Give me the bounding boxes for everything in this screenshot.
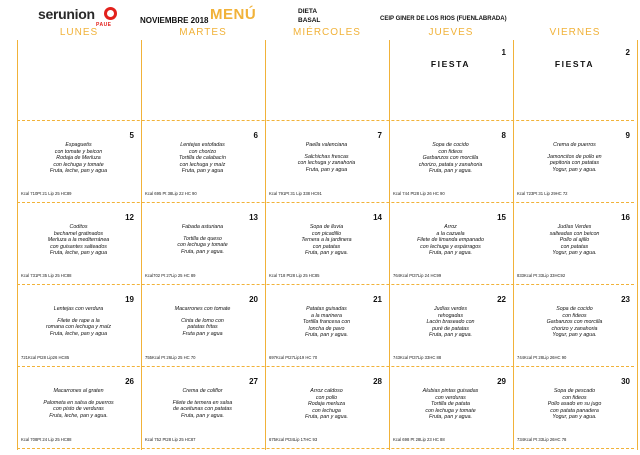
dish-list (145, 142, 260, 175)
nutrition-info: 755Kcal Pt 26Lip 25 HC 70 (145, 355, 196, 360)
dish-line: con lechuga y tomate (177, 242, 228, 249)
menu-day-cell (513, 286, 636, 368)
dish-list (145, 388, 260, 419)
day-header-1: MARTES (179, 27, 227, 38)
dish-line: Tortilla francesa con (302, 319, 351, 326)
dish-line: Garbanzos con morcilla (422, 155, 479, 162)
menu-calendar-grid (17, 40, 634, 450)
dish-list (517, 142, 632, 173)
nutrition-info: 697Kcal Pt27Lip19 HC 70 (269, 355, 318, 360)
day-number: 16 (621, 213, 630, 222)
dish-line: Fruta, leche, pan y agua (49, 330, 108, 337)
dish-list (145, 224, 260, 255)
dish-line: Fabada asturiana (181, 224, 224, 230)
dish-line: Judías Verdes (557, 224, 592, 230)
dish-line: Coditos (69, 224, 88, 230)
nutrition-info: 734Kcal Pt 33Lip 26HC 78 (517, 437, 567, 442)
dish-line: Fruta, pan y agua. (305, 414, 348, 421)
nutrition-info: 721Kcal Pt28 Lip26 HC85 (21, 355, 70, 360)
nutrition-info: Kcal 695 Pt 38Lip 22 HC 90 (145, 191, 197, 196)
dish-line: romana con lechuga y maíz (45, 324, 112, 331)
dish-line: con lechuga y tomate (425, 407, 476, 414)
dish-list (517, 224, 632, 257)
day-number: 28 (373, 377, 382, 386)
day-number: 29 (497, 377, 506, 386)
day-number: 7 (377, 131, 382, 140)
dish-line: patatas fritas (187, 324, 218, 331)
dish-line: con lechuga (312, 407, 341, 414)
day-number: 6 (253, 131, 258, 140)
nutrition-info: 675Kcal Pt34Lip 17HC 93 (269, 437, 318, 442)
dish-line: Yogur, pan y agua. (552, 166, 597, 173)
nutrition-info: 743Kcal Pt37Lip 33HC 88 (393, 355, 442, 360)
dish-line: Lentejas con verdura (53, 306, 104, 312)
dish-line: Fruta, pan y agua. (429, 414, 472, 421)
day-number: 15 (497, 213, 506, 222)
dish-line: Fruta, pan y agua. (429, 332, 472, 339)
menu-day-cell (513, 204, 636, 286)
dish-list (269, 142, 384, 173)
brand-logo-icon (104, 7, 117, 20)
day-number: 8 (501, 131, 506, 140)
dish-line: Sopa de lluvia (309, 224, 344, 230)
day-number: 2 (625, 48, 630, 57)
dish-line: Yogur, pan y agua. (552, 250, 597, 257)
dish-list (21, 142, 136, 175)
day-number: 14 (373, 213, 382, 222)
dish-line: Fruta, pan y agua. (305, 332, 348, 339)
dish-list (21, 388, 136, 419)
menu-day-cell (265, 122, 388, 204)
dish-line: Sopa de cocido (556, 306, 593, 312)
menu-day-cell (141, 368, 264, 450)
nutrition-info: Kcal702 Pt 27Lip 25 HC 89 (145, 273, 196, 278)
dish-list (393, 388, 508, 421)
dish-line: rehogadas (437, 312, 464, 319)
dish-line: Crema de puerros (553, 142, 596, 148)
dish-line: Rodaja merluza (307, 401, 346, 408)
dish-line: pepitoria con patatas (549, 160, 600, 167)
menu-day-cell (265, 286, 388, 368)
dish-line: Alubias pintas guisadas (422, 388, 479, 394)
day-number: 20 (249, 295, 258, 304)
nutrition-info: 744Kcal Pt 28Lip 26HC 90 (517, 355, 567, 360)
nutrition-info: Kcal 791Pt 31 Lip 338 HC91 (269, 191, 322, 196)
nutrition-info: Kcal 698 Pt 28Lip 23 HC 88 (393, 437, 445, 442)
dish-line: con pollo (315, 394, 338, 401)
dish-list (269, 224, 384, 257)
holiday-label: FIESTA (430, 59, 471, 69)
menu-day-cell (513, 40, 636, 122)
day-number: 22 (497, 295, 506, 304)
dish-line: a la cazuela (436, 230, 465, 237)
dish-line: Fruta, pan y agua. (429, 168, 472, 175)
dish-line: Fruta, pan y agua (305, 166, 348, 173)
dish-list (269, 388, 384, 421)
day-number: 21 (373, 295, 382, 304)
dish-list (21, 224, 136, 257)
dish-line: de aceitunas con patatas (173, 406, 232, 413)
nutrition-info: Kcal 744 Pt28 Lip 26 HC 90 (393, 191, 445, 196)
dish-line: con verduras (435, 394, 466, 401)
dish-line: Filete de limanda empanado (417, 237, 484, 244)
dish-line: Filete de ternera en salsa (172, 399, 233, 406)
day-header-0: LUNES (59, 27, 99, 38)
menu-day-cell (17, 40, 140, 122)
dish-line: Fruta, leche, pan y agua (49, 168, 108, 175)
dish-line: Ternera a la jardinera (301, 237, 352, 244)
menu-day-cell (17, 286, 140, 368)
dish-line: con patatas (560, 243, 589, 250)
menu-day-cell (141, 204, 264, 286)
dish-line: Judías verdes (434, 306, 467, 312)
dish-line: con lechuga y espárragos (420, 243, 481, 250)
menu-day-cell (141, 286, 264, 368)
dish-line: Patatas guisadas (306, 306, 347, 312)
dish-line: Fruta, pan y agua. (429, 250, 472, 257)
day-number: 13 (249, 213, 258, 222)
dish-line: puré de patatas (432, 325, 469, 332)
dish-list (393, 306, 508, 339)
dish-line: con picadillo (311, 230, 342, 237)
day-header-4: VIERNES (549, 27, 601, 38)
dish-line: con patata panadera (550, 407, 599, 414)
dish-line: Lacón braseado con (426, 319, 475, 326)
dish-line: Tortilla de patata (431, 401, 470, 408)
nutrition-info: Kcal 731Pt 35 Lip 25 HC88 (21, 273, 72, 278)
menu-day-cell (141, 40, 264, 122)
nutrition-info: Kcal 718 Pt28 Lip 25 HC85 (269, 273, 320, 278)
dish-line: Filete de rape a la (57, 317, 100, 324)
dish-list (269, 306, 384, 339)
menu-day-cell (17, 368, 140, 450)
dish-line: Crema de coliflor (182, 388, 223, 394)
dish-line: Cinta de lomo con (181, 317, 224, 324)
dish-line: Pollo asado en su jugo (547, 401, 602, 408)
dish-line: Paella valenciana (305, 142, 348, 148)
day-number: 1 (501, 48, 506, 57)
dish-line: Espaguetis (65, 142, 92, 148)
dish-line: con patatas (312, 243, 341, 250)
dish-line: Fruta, pan y agua. (181, 412, 224, 419)
menu-day-cell (265, 204, 388, 286)
dish-line: salteadas con beicon (549, 230, 600, 237)
dish-line: loncha de pavo (308, 325, 345, 332)
school-name: CEIP GINER DE LOS RIOS (FUENLABRADA) (380, 16, 507, 22)
menu-day-cell (141, 122, 264, 204)
column-divider (637, 40, 638, 450)
dish-line: con tomate y beicon (54, 148, 103, 155)
day-number: 30 (621, 377, 630, 386)
day-number: 19 (125, 295, 134, 304)
dish-line: Arroz caldoso (310, 388, 343, 394)
dish-list (393, 142, 508, 175)
day-number: 9 (625, 131, 630, 140)
dish-line: Palometa en salsa de puerros (43, 399, 114, 406)
menu-day-cell (265, 40, 388, 122)
menu-day-cell (389, 40, 512, 122)
nutrition-info: Kcal 723Pt 31 Lip 29HC 72 (517, 191, 568, 196)
dish-line: a la marinera (311, 312, 342, 319)
menu-day-cell (389, 368, 512, 450)
day-number: 27 (249, 377, 258, 386)
diet-type: BASAL (298, 17, 321, 24)
dish-line: Salchichas frescas (304, 153, 349, 160)
dish-line: Merluza a la mediterránea (47, 237, 110, 244)
dish-line: Fruta pan y agua (182, 330, 223, 337)
dish-list (145, 306, 260, 337)
dish-line: con pisto de verduras (53, 406, 104, 413)
menu-day-cell (17, 122, 140, 204)
menu-day-cell (389, 204, 512, 286)
dish-line: Tortilla de queso (183, 235, 222, 242)
dish-line: Lentejas estofadas (180, 142, 225, 148)
nutrition-info: 764Kcal Pt37Lip 24 HC99 (393, 273, 442, 278)
dish-line: Sopa de pescado (553, 388, 596, 394)
dish-line: Jamoncitos de pollo en (547, 153, 602, 160)
dish-line: con lechuga y tomate (53, 161, 104, 168)
menu-day-cell (265, 368, 388, 450)
dish-line: Macarrones al graten (53, 388, 104, 394)
dish-line: chorizo, patata y zanahoria (418, 161, 483, 168)
dish-line: bechamel gratinados (53, 230, 104, 237)
dish-line: Yogur, pan y agua. (552, 332, 597, 339)
dish-line: Yogur, pan y agua. (552, 414, 597, 421)
dish-line: Fruta, pan y agua. (305, 250, 348, 257)
dish-list (21, 306, 136, 337)
holiday-label: FIESTA (554, 59, 595, 69)
menu-day-cell (513, 368, 636, 450)
menu-day-cell (389, 122, 512, 204)
dish-list (517, 388, 632, 421)
dish-line: chorizo y zanahoria (551, 325, 598, 332)
menu-day-cell (17, 204, 140, 286)
dish-line: Arroz (444, 224, 457, 230)
dish-line: con fideos (562, 394, 587, 401)
nutrition-info: 833Kcal Pt 33Lip 33HC92 (517, 273, 566, 278)
nutrition-info: Kcal 752 Pt28 Lip 25 HC87 (145, 437, 196, 442)
day-number: 5 (129, 131, 134, 140)
dish-line: Pollo al ajillo (559, 237, 590, 244)
day-header-2: MIÉRCOLES (293, 27, 361, 38)
page-title: MENÚ (210, 6, 257, 23)
menu-day-cell (513, 122, 636, 204)
dish-line: Fruta, leche, pan y agua (49, 250, 108, 257)
dish-line: Fruta, pan y agua. (181, 248, 224, 255)
dish-line: Tortilla de calabacín (179, 155, 226, 162)
dish-line: con lechuga y maíz (179, 161, 226, 168)
dish-line: con guisantes salteados (50, 243, 107, 250)
dish-line: Rodaja de Merluza (56, 155, 101, 162)
diet-label: DIETA (298, 8, 318, 15)
day-number: 12 (125, 213, 134, 222)
dish-list (393, 224, 508, 257)
brand-logo-text: serunion (38, 6, 95, 22)
brand-subtitle: PAUE (96, 22, 112, 28)
dish-line: Sopa de cocido (432, 142, 469, 148)
nutrition-info: Kcal 710Pt 21 Lip 25 HC89 (21, 191, 72, 196)
dish-line: Fruta, leche, pan y agua. (49, 412, 108, 419)
day-number: 26 (125, 377, 134, 386)
menu-day-cell (389, 286, 512, 368)
dish-list (517, 306, 632, 339)
nutrition-info: Kcal 708Pt 24 Lip 25 HC88 (21, 437, 72, 442)
dish-line: con fideos (438, 148, 463, 155)
dish-line: Macarrones con tomate (174, 306, 231, 312)
dish-line: con lechuga y zanahoria (297, 160, 356, 167)
day-number: 23 (621, 295, 630, 304)
dish-line: Fruta, pan y agua (181, 168, 224, 175)
dish-line: con fideos (562, 312, 587, 319)
dish-line: Garbanzos con morcilla (546, 319, 603, 326)
month-label: NOVIEMBRE 2018 (140, 16, 209, 25)
day-header-3: JUEVES (428, 27, 474, 38)
dish-line: con chorizo (188, 148, 217, 155)
